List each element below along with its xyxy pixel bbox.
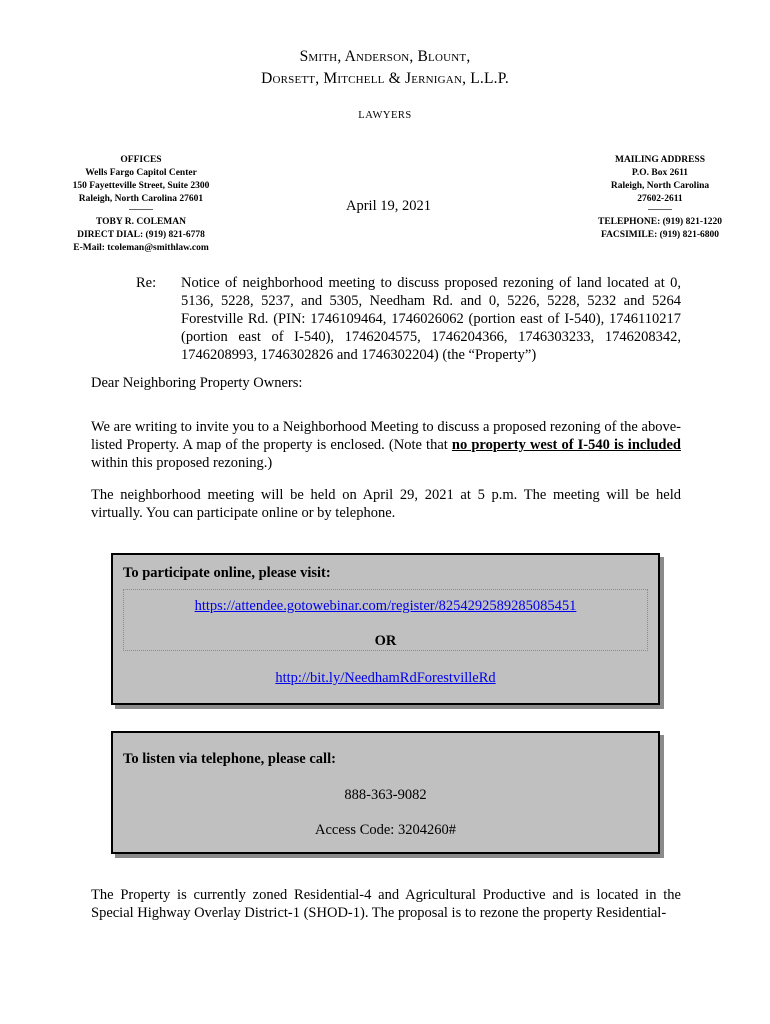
- online-box-title: To participate online, please visit:: [123, 565, 331, 581]
- direct-dial: DIRECT DIAL: (919) 821-6778: [77, 230, 205, 240]
- offices-block: [60, 154, 222, 255]
- phone-number: 888-363-9082: [344, 787, 427, 803]
- firm-name-line2: Dorsett, Mitchell & Jernigan, L.L.P.: [261, 70, 509, 87]
- short-link[interactable]: http://bit.ly/NeedhamRdForestvilleRd: [275, 670, 496, 686]
- mailing-line2: Raleigh, North Carolina: [610, 181, 710, 191]
- online-link-2-row: [113, 669, 658, 687]
- re-subject: Notice of neighborhood meeting to discuss proposed rezoning of land located at 0, 5136, 5228, 5237, and 5305, Needham Rd. and 0, 5226, 5228, 5232 and 5264 Forestville Rd. (PIN: 1746109464, 1746026062 (portion east of I-540), 1746110217 (portion east of I-540), 1746204575, 1746204366, 1746303233, 1746208342, 1746208993, 1746302826 and 1746302204) (the “Property”): [181, 275, 681, 363]
- paragraph-zoning: The Property is currently zoned Residential-4 and Agricultural Productive and is located in the Special Highway Overlay District-1 (SHOD-1). The proposal is to rezone the property Residential-: [91, 887, 681, 921]
- paragraph-invitation-emphasis: no property west of I-540 is included: [451, 437, 681, 453]
- mailing-title: MAILING ADDRESS: [614, 155, 705, 165]
- lawyers-label: LAWYERS: [358, 110, 412, 121]
- telephone-participation-box: [111, 731, 660, 854]
- mailing-line1: P.O. Box 2611: [631, 168, 689, 178]
- paragraph-meeting: The neighborhood meeting will be held on April 29, 2021 at 5 p.m. The meeting will be held virtually. You can participate online or by telephone.: [91, 487, 681, 521]
- paragraph-invitation-text-a: We are writing to invite you to a Neighborhood Meeting to discuss a proposed rezoning of the above-listed Property. A map of the property is enclosed. (Note that: [91, 419, 681, 453]
- mailing-line3: 27602-2611: [637, 194, 683, 204]
- paragraph-invitation: [91, 418, 681, 472]
- divider: [129, 209, 153, 210]
- mailing-block: [580, 154, 740, 242]
- webinar-registration-link[interactable]: https://attendee.gotowebinar.com/register/8254292589285085451: [194, 598, 577, 614]
- online-link-1-row: [113, 597, 658, 615]
- salutation: Dear Neighboring Property Owners:: [91, 375, 303, 391]
- attorney-name: TOBY R. COLEMAN: [96, 217, 186, 227]
- offices-line1: Wells Fargo Capitol Center: [85, 168, 197, 178]
- firm-name: [0, 46, 770, 90]
- access-code: Access Code: 3204260#: [315, 822, 456, 838]
- offices-line3: Raleigh, North Carolina 27601: [78, 194, 204, 204]
- phone-box-title: To listen via telephone, please call:: [123, 751, 336, 767]
- letter-date: April 19, 2021: [346, 198, 431, 214]
- online-box-or: OR: [374, 633, 397, 649]
- online-participation-box: [111, 553, 660, 705]
- firm-name-line1: Smith, Anderson, Blount,: [299, 48, 471, 65]
- divider: [648, 209, 672, 210]
- offices-title: OFFICES: [120, 155, 162, 165]
- paragraph-invitation-text-b: within this proposed rezoning.): [91, 455, 273, 471]
- offices-line2: 150 Fayetteville Street, Suite 2300: [72, 181, 210, 191]
- facsimile: FACSIMILE: (919) 821-6800: [600, 230, 720, 240]
- re-label: Re:: [136, 275, 157, 291]
- email: E-Mail: tcoleman@smithlaw.com: [73, 243, 209, 253]
- telephone: TELEPHONE: (919) 821-1220: [597, 217, 723, 227]
